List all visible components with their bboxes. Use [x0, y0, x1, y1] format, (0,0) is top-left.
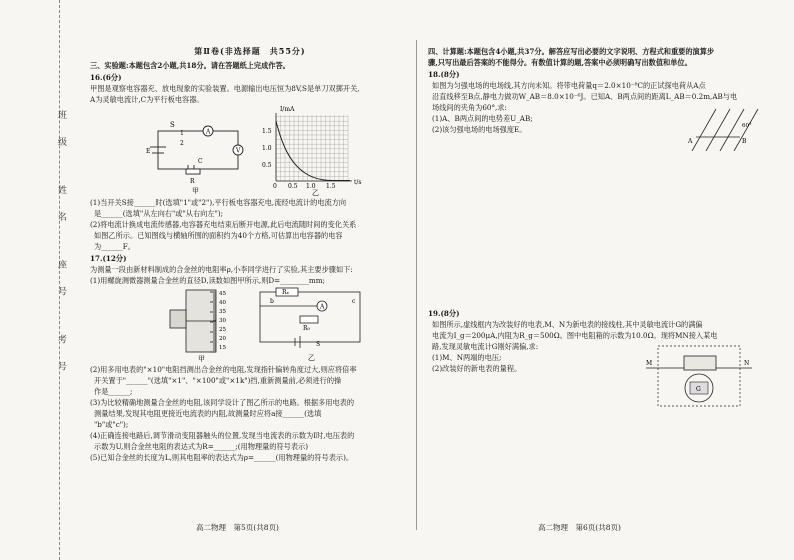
q19-s1: (1)M、N两端的电压;: [432, 353, 502, 362]
q18-number: 18.(8分): [428, 70, 460, 79]
circuit-label-a: A: [320, 303, 325, 311]
micrometer-tick: 35: [219, 309, 226, 315]
q17-sub3: (3)为比较精确地测量合金丝的电阻,该同学设计了图乙所示的电路。根据多用电表的: [90, 398, 355, 407]
micrometer-tick: 20: [219, 336, 226, 342]
q18-d3: 场线间的夹角为60°,求:: [432, 103, 507, 112]
capacitor-circuit: [150, 126, 243, 174]
field-angle: 60°: [742, 123, 752, 129]
page-5: [90, 46, 410, 463]
q17-sub2c: 作是______;: [94, 387, 133, 396]
q17-sub4: (4)正确连接电路后,调节滑动变阻器触头的位置,发现当电流表的示数为I时,电压表的: [90, 431, 355, 440]
q19-d2: 电流为I_g＝200μA,内阻为R_g＝500Ω。图中电阻箱的示数为10.0Ω。现将MN接入某电: [432, 331, 718, 340]
q17-number: 17.(12分): [90, 254, 127, 263]
q17-sub4b: 示数为U,则合金丝电阻的表达式为R=______;(用物理量的符号表示): [94, 442, 309, 451]
q17-figure-svg: [90, 286, 410, 364]
circuit-label-r: R: [190, 178, 195, 185]
micrometer: [170, 290, 216, 352]
terminal-m: M: [646, 360, 653, 367]
circuit-label-s: S: [170, 121, 175, 129]
circuit-label-1: 1: [180, 130, 184, 137]
page-5-footer: 高二物理 第5页(共8页): [196, 523, 279, 532]
q17-figures: [90, 286, 410, 364]
side-label: 班级 姓名 座号 考号: [56, 110, 66, 389]
circuit-label-c: C: [198, 158, 203, 165]
micrometer-tick: 15: [219, 345, 226, 351]
q16-sub2: (2)将电流计换成电流传感器,电容器充电结束后断开电源,此后电流随时间的变化关系: [90, 220, 357, 229]
q16-desc1: 甲图是观察电容器充、放电现象的实验装置。电源输出电压恒为8V,S是单刀双掷开关,: [90, 84, 360, 93]
circuit-label-r0: R₀: [303, 325, 310, 332]
circuit-label-2: 2: [180, 140, 184, 147]
galvanometer-g: G: [696, 386, 701, 393]
graph-xtick: 0.5: [288, 183, 298, 190]
circuit-label-v: V: [236, 147, 241, 155]
q16-number: 16.(6分): [90, 73, 122, 82]
current-time-graph: [276, 113, 352, 181]
resistance-circuit: [260, 288, 360, 348]
q17-sub1: (1)用螺旋测微器测量合金丝的直径D,读数如图甲所示,则D=________mm;: [90, 276, 325, 285]
circuit-label-rx: Rₓ: [282, 289, 290, 296]
q16-figure-svg: [90, 105, 410, 197]
circuit-label-s: S: [316, 341, 321, 348]
q18-d1: 如图为匀强电场的电场线,其方向未知。将带电荷量q＝2.0×10⁻⁸C的正试探电荷从A点: [432, 81, 706, 90]
q16-fig-label-yi: 乙: [312, 189, 319, 197]
calc-heading: 四、计算题:本题包含4小题,共37分。解答应写出必要的文字说明、方程式和重要的演算步: [428, 47, 715, 56]
q18-s1: (1)A、B两点间的电势差U_AB;: [432, 114, 533, 123]
circuit-label-a: A: [206, 128, 211, 136]
q17-sub2: (2)用多用电表的"×10"电阻挡测出合金丝的电阻,发现指针偏转角度过大,则应将倍率: [90, 365, 357, 374]
q16-fig-label-jia: 甲: [192, 187, 199, 195]
graph-ytick: 1.5: [262, 128, 272, 135]
answer-space: [428, 157, 768, 307]
field-point-a: A: [688, 138, 693, 145]
graph-xlabel: t/s: [354, 179, 362, 186]
q18-s2: (2)该匀强电场的电场强度E。: [432, 125, 527, 134]
q16-sub1b: 是______(选填"从左向右"或"从右向左");: [94, 209, 224, 218]
q17-sub3b: 测量结果,发现其电阻更接近电流表的内阻,故测量时应将a接______(选填: [94, 409, 322, 418]
q19-d3: 路,发现灵敏电流计G刚好满偏,求:: [432, 342, 539, 351]
meter-figure: [644, 344, 754, 408]
field-lines-figure: [678, 107, 768, 151]
field-point-b: B: [742, 138, 747, 145]
experiments-heading: 三、实验题:本题包含2小题,共18分。请在答题纸上完成作答。: [90, 61, 290, 70]
circuit-label-c: c: [352, 298, 356, 305]
q17-sub3c: "b"或"c");: [94, 420, 129, 429]
graph-ytick: 1.0: [262, 145, 272, 152]
q17-fig-label-yi: 乙: [308, 354, 315, 362]
q16-sub1: (1)当开关S接______时(选填"1"或"2"),平行板电容器充电,流经电流计的电流方向: [90, 198, 347, 207]
q16-desc2: A为灵敏电流计,C为平行板电容器。: [90, 95, 204, 104]
page-6: [428, 46, 768, 416]
graph-xtick: 1.5: [326, 183, 336, 190]
q17-sub2b: 开关置于"______"(选填"×1"、"×100"或"×1k")挡,重新测量前,必须进行的操: [94, 376, 342, 385]
q19-content: [428, 352, 768, 416]
section-title: 第Ⅱ卷(非选择题 共55分): [194, 46, 306, 56]
q16-sub2b: 如图乙所示。已知图线与横轴所围的面积约为40个方格,可估算出电容器的电容: [94, 231, 343, 240]
q19-d1: 如图所示,虚线框内为改装好的电表,M、N为新电表的接线柱,其中灵敏电流计G的满偏: [432, 320, 703, 329]
terminal-n: N: [744, 360, 750, 367]
q19-s2: (2)改装好的新电表的量程。: [432, 364, 522, 373]
q18-d2: 沿直线移至B点,静电力做功W_AB＝8.0×10⁻⁶J。已知A、B两点间的距离L_AB＝0.2m,AB与电: [432, 92, 738, 101]
q17-fig-label-jia: 甲: [198, 355, 205, 363]
q19-number: 19.(8分): [428, 309, 460, 318]
micrometer-tick: 40: [219, 300, 226, 306]
q16-sub2c: 为______F。: [94, 242, 135, 251]
q16-figures: [90, 105, 410, 197]
circuit-label-e: E: [146, 148, 151, 155]
page-divider: [416, 40, 417, 530]
q18-content: [428, 113, 768, 157]
graph-xtick: 1.0: [306, 183, 316, 190]
graph-ytick: 0.5: [262, 162, 272, 169]
calc-heading-2: 骤,只写出最后答案的不能得分。有数值计算的题,答案中必须明确写出数值和单位。: [428, 58, 692, 67]
graph-ylabel: I/mA: [280, 106, 295, 113]
micrometer-tick: 30: [219, 318, 226, 324]
circuit-label-b: b: [270, 298, 274, 305]
page-6-footer: 高二物理 第6页(共8页): [538, 523, 621, 532]
micrometer-tick: 45: [219, 291, 226, 297]
graph-xtick: 0: [273, 183, 277, 190]
q17-sub5: (5)已知合金丝的长度为L,则其电阻率的表达式为ρ=______(用物理量的符号表示)。: [90, 453, 354, 462]
micrometer-tick: 25: [219, 327, 226, 333]
q17-desc: 为测量一段由新材料制成的合金丝的电阻率ρ,小李同学进行了实验,其主要步骤如下:: [90, 265, 353, 274]
